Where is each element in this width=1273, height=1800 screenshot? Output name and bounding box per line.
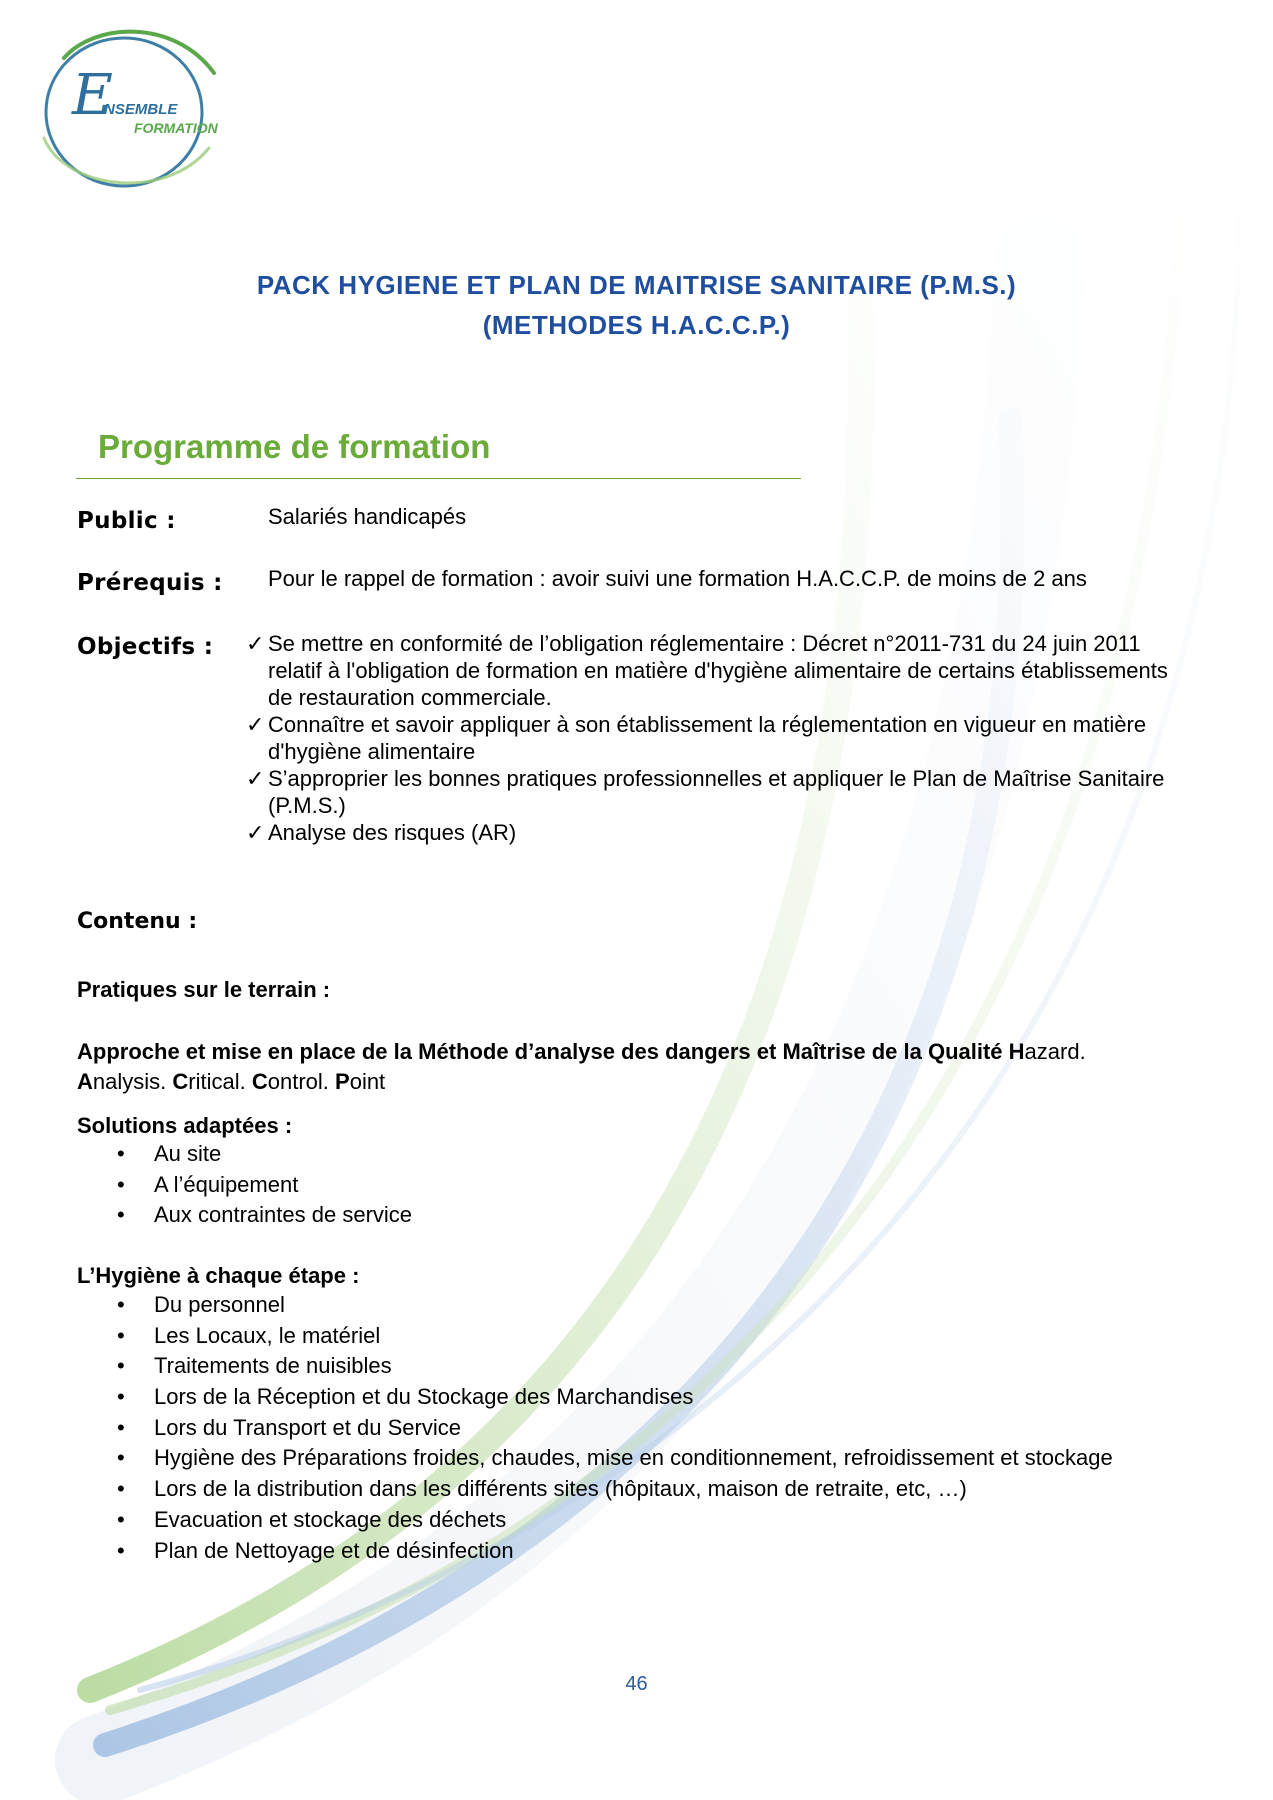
hygiene-list xyxy=(77,1290,1113,1566)
solution-item: • Au site xyxy=(77,1139,412,1170)
public-value: Salariés handicapés xyxy=(268,504,467,529)
bullet-icon: • xyxy=(117,1353,125,1379)
bullet-icon: • xyxy=(117,1171,125,1197)
hygiene-item: • Evacuation et stockage des déchets xyxy=(77,1505,1113,1536)
solutions-label: Solutions adaptées : xyxy=(77,1113,293,1138)
bullet-icon: • xyxy=(117,1384,125,1410)
objectif-text: Analyse des risques (AR) xyxy=(268,820,517,845)
svg-text:NSEMBLE: NSEMBLE xyxy=(104,101,178,118)
check-icon: ✓ xyxy=(246,820,265,845)
solution-item: • A l’équipement xyxy=(77,1170,412,1201)
bullet-icon: • xyxy=(117,1202,125,1228)
solutions-list xyxy=(77,1139,412,1231)
objectif-text: Connaître et savoir appliquer à son établissement la réglementation en vigueur en matière d'hygiène alimentaire xyxy=(268,712,1147,764)
hygiene-item: • Lors du Transport et du Service xyxy=(77,1413,1113,1444)
section-heading: Programme de formation xyxy=(98,428,491,465)
svg-text:E: E xyxy=(72,63,113,128)
bullet-icon: • xyxy=(117,1141,125,1166)
section-divider xyxy=(76,478,801,479)
acronym-initial: A xyxy=(77,1069,93,1094)
objectif-item xyxy=(246,765,1176,819)
document-title-line-1: PACK HYGIENE ET PLAN DE MAITRISE SANITAIRE (P.M.S.) xyxy=(256,270,1017,300)
acronym-rest: azard. xyxy=(1024,1039,1086,1064)
contenu-label: Contenu : xyxy=(77,909,198,934)
objectif-item xyxy=(246,630,1176,711)
prerequis-value: Pour le rappel de formation : avoir suivi une formation H.A.C.C.P. de moins de 2 ans xyxy=(268,566,1087,591)
acronym-rest: oint xyxy=(349,1069,386,1094)
acronym-initial: C xyxy=(251,1069,268,1094)
hygiene-item: • Les Locaux, le matériel xyxy=(77,1321,1113,1352)
hygiene-item: • Lors de la distribution dans les différents sites (hôpitaux, maison de retraite, etc, …) xyxy=(77,1474,1113,1505)
objectif-item xyxy=(246,711,1176,765)
hygiene-item: • Du personnel xyxy=(77,1290,1113,1321)
hygiene-item: • Traitements de nuisibles xyxy=(77,1351,1113,1382)
acronym-initial: P xyxy=(335,1069,350,1094)
public-label: Public : xyxy=(77,508,176,534)
objectif-text: S’approprier les bonnes pratiques professionnelles et appliquer le Plan de Maîtrise Sanitaire (P.M.S.) xyxy=(268,766,1165,818)
acronym-initial: C xyxy=(172,1069,189,1094)
bullet-icon: • xyxy=(117,1292,125,1317)
hygiene-item: • Lors de la Réception et du Stockage des Marchandises xyxy=(77,1382,1113,1413)
bullet-icon: • xyxy=(117,1476,125,1502)
hygiene-label: L’Hygiène à chaque étape : xyxy=(77,1263,360,1288)
prerequis-label: Prérequis : xyxy=(77,570,223,596)
bullet-icon: • xyxy=(117,1506,125,1532)
hygiene-item: • Hygiène des Préparations froides, chaudes, mise en conditionnement, refroidissement et stockage xyxy=(77,1443,1113,1474)
check-icon: ✓ xyxy=(246,766,265,791)
objectif-text: Se mettre en conformité de l’obligation réglementaire : Décret n°2011-731 du 24 juin 2011 relatif à l'obligation de formation en matière d'hygiène alimentaire de certains établissements de restauration commerciale. xyxy=(268,631,1168,710)
approche-bold-text: Approche et mise en place de la Méthode d’analyse des dangers et Maîtrise de la Qualité xyxy=(77,1039,1009,1064)
pratiques-label: Pratiques sur le terrain : xyxy=(77,977,331,1002)
check-icon: ✓ xyxy=(246,631,265,656)
objectifs-label: Objectifs : xyxy=(77,634,214,660)
hygiene-item: • Plan de Nettoyage et de désinfection xyxy=(77,1536,1113,1567)
acronym-rest: ontrol. xyxy=(267,1069,329,1094)
check-icon: ✓ xyxy=(246,712,265,737)
objectif-item xyxy=(246,819,1176,846)
approche-paragraph xyxy=(77,1037,1187,1097)
svg-text:FORMATION: FORMATION xyxy=(134,120,218,136)
acronym-rest: nalysis. xyxy=(92,1069,167,1094)
bullet-icon: • xyxy=(117,1445,125,1471)
acronym-rest: ritical. xyxy=(188,1069,246,1094)
bullet-icon: • xyxy=(117,1322,125,1348)
document-title-line-2: (METHODES H.A.C.C.P.) xyxy=(482,310,791,340)
acronym-initial: H xyxy=(1008,1039,1025,1064)
solution-item: • Aux contraintes de service xyxy=(77,1200,412,1231)
page-number: 46 xyxy=(625,1673,648,1695)
objectifs-list xyxy=(246,630,1176,846)
bullet-icon: • xyxy=(117,1537,125,1563)
bullet-icon: • xyxy=(117,1414,125,1440)
